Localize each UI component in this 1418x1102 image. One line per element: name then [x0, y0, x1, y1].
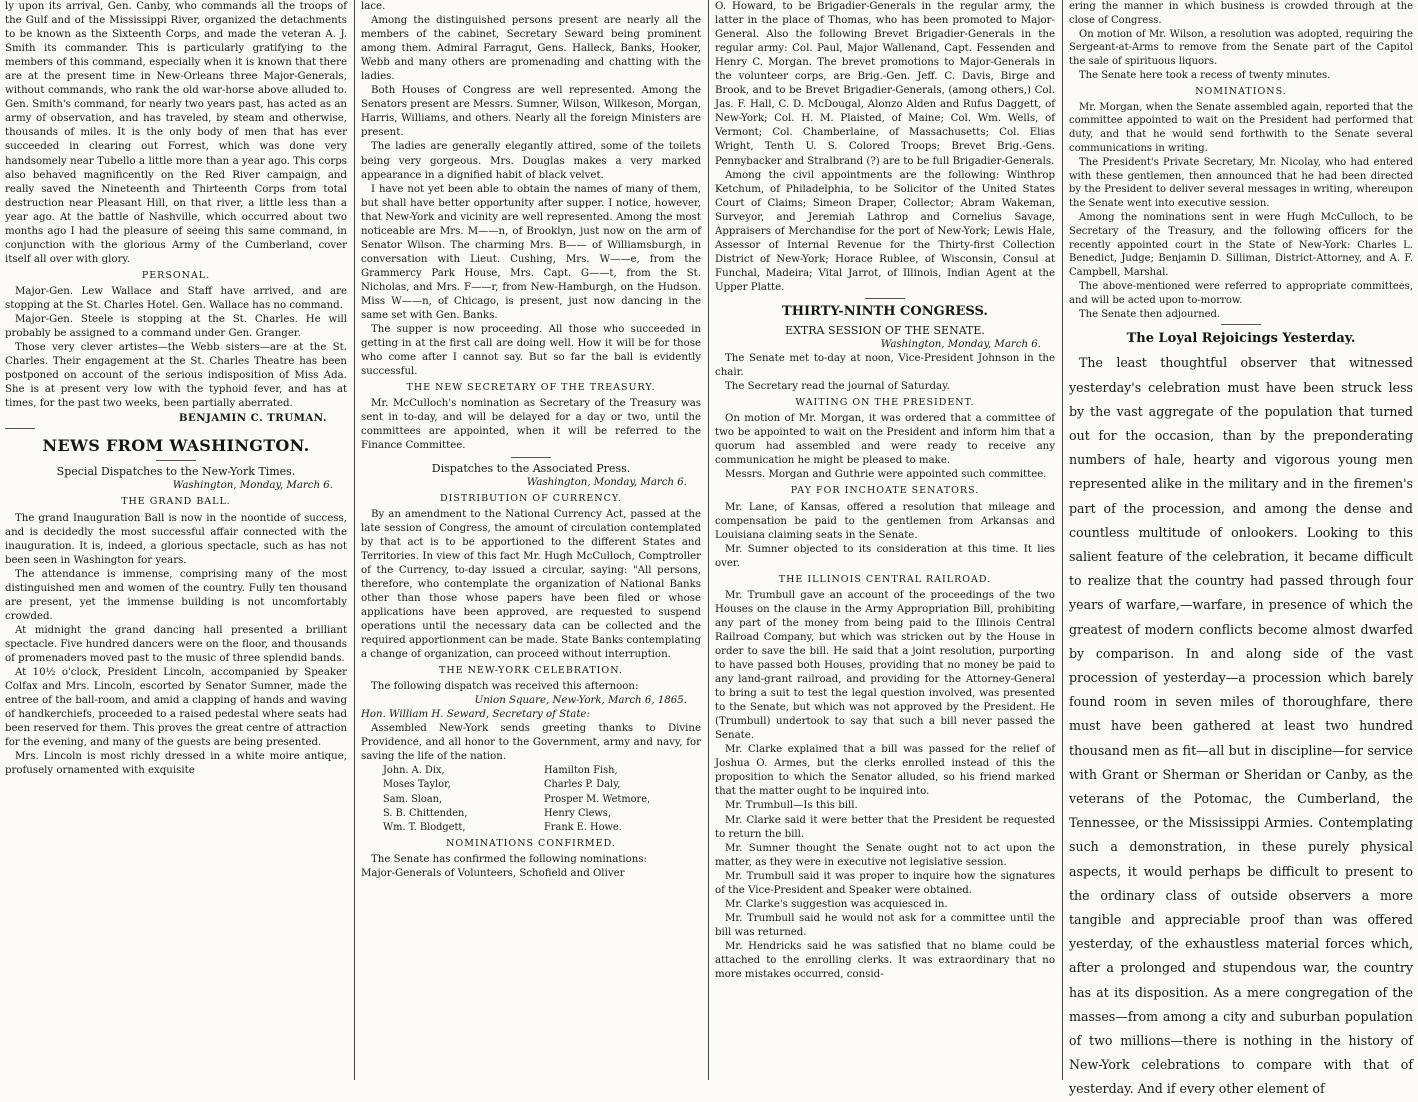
article-paragraph: The grand Inauguration Ball is now in the noontide of success, and is decidedly the most successful affair connected with the inauguration. It is, indeed, a glorious spectacle, such as has not been seen in Washington for years. — [5, 512, 347, 566]
article-paragraph: ly upon its arrival, Gen. Canby, who commands all the troops of the Gulf and of the Mississippi River, organized the detachments to be known as the Sixteenth Corps, and made the veteran A. J. Smith its commander. This is particularly gratifying to the members of this command, especially when it is known that there are at the present time in New-Orleans three Major-Generals, without commands, who rank the old war-horse above alluded to. Gen. Smith's command, for nearly two years past, has acted as an army of observation, and has traveled, by steam and otherwise, thousands of miles. It is the only body of men that has ever succeeded in clearing out Forrest, which was done very handsomely near Tubello a little more than a year ago. This corps also behaved magnificently on the Red River campaign, and really saved the Nineteenth and Thirteenth Corps from total destruction near Pleasant Hill, on that river, a little less than a year ago. At the battle of Nashville, which occurred about two months ago I had the pleasure of seeing this same command, in conjunction with the glorious Army of the Cumberland, cover itself all over with glory. — [5, 1, 347, 265]
article-paragraph: Mr. Hendricks said he was satisfied that no blame could be attached to the enrolling clerks. It was extraordinary that no more mistakes occurred, consid- — [715, 940, 1055, 981]
divider — [1221, 324, 1261, 325]
article-paragraph: The ladies are generally elegantly attired, some of the toilets being very gorgeous. Mrs. Douglas makes a very marked appearance in a dignified habit of black velvet. — [361, 141, 701, 181]
divider — [156, 460, 196, 461]
article-paragraph: Assembled New-York sends greeting thanks to Divine Providence, and all honor to the Government, army and navy, for saving the life of the nation. — [361, 723, 701, 763]
article-paragraph: Among the nominations sent in were Hugh McCulloch, to be Secretary of the Treasury, and the following officers for the recently appointed court in the State of New-York: Charles L. Benedict, Judge; Benjamin D. Silliman, District-Attorney, and A. F. Campbell, Marshal. — [1069, 211, 1413, 279]
column-1 — [0, 0, 352, 1080]
subheading-associated-press: Dispatches to the Associated Press. — [431, 461, 631, 475]
article-paragraph: The least thoughtful observer that witnessed yesterday's celebration must have been struck less by the vast aggregate of the population that turned out for the occasion, than by the preponderating numbers of hale, hearty and vigorous young men represented alike in the military and in the firemen's part of the procession, and among the dense and countless multitude of onlookers. Looking to this salient feature of the celebration, it became difficult to realize that the country had passed through four years of warfare,—warfare, in presence of which the greatest of modern conflicts become almost dwarfed by comparison. In and along side of the vast procession of yesterday—a procession which barely found room in seven miles of thoroughfare, there must have been gathered at least two hundred thousand men as fit—all but in discipline—for service with Grant or Sherman or Sheridan or Canby, as the veterans of the Potomac, the Cumberland, the Tennessee, or the Mississippi Armies. Contemplating such a demonstration, in these purely physical aspects, it would perhaps be difficult to present to the ordinary class of outside observers a more tangible and appreciable proof than was offered yesterday, of the exhaustless material forces which, after a prolonged and stupendous war, the country has at its disposition. As a mere congregation of the masses—from among a city and suburban population of two millions—there is nothing in the history of New-York celebrations to compare with that of yesterday. And if every other element of — [1069, 355, 1413, 1097]
column-4 — [1064, 0, 1418, 1097]
signatory-name: Henry Clews, — [544, 807, 611, 819]
article-paragraph: Major-Gen. Steele is stopping at the St. Charles. He will probably be assigned to a command under Gen. Granger. — [5, 314, 347, 340]
signatory-name: Sam. Sloan, — [383, 793, 443, 805]
article-paragraph: At midnight the grand dancing hall presented a brilliant spectacle. Five hundred dancers were on the floor, and thousands of promenaders moved past to the music of three splendid bands. — [5, 624, 347, 664]
signatory-name: S. B. Chittenden, — [383, 807, 468, 819]
dateline: Washington, Monday, March 6. — [172, 480, 333, 492]
column-rule — [354, 0, 355, 1080]
article-paragraph: Among the civil appointments are the following: Winthrop Ketchum, of Philadelphia, to be Solicitor of the United States Court of Claims; Simeon Draper, Collector; Abram Wakeman, Surveyor, and Jeremiah Lathrop and Cornelius Savage, Appraisers of Merchandise for the port of New-York; Lewis Hale, Assessor of Internal Revenue for the Thirty-first Collection District of New-York; Horace Rublee, of Wisconsin, Consul at Funchal, Madeira; Vital Jarrot, of Illinois, Indian Agent at the Upper Platte. — [715, 169, 1055, 293]
divider — [5, 428, 35, 429]
article-paragraph: The President's Private Secretary, Mr. Nicolay, who had entered with these gentlemen, then announced that he had been directed by the President to deliver several messages in writing, whereupon the Senate went into executive session. — [1069, 156, 1413, 210]
article-paragraph: The Senate here took a recess of twenty minutes. — [1079, 69, 1331, 81]
article-paragraph: ering the manner in which business is crowded through at the close of Congress. — [1069, 1, 1413, 26]
signatory-name: Frank E. Howe. — [544, 821, 622, 833]
article-paragraph: The Secretary read the journal of Saturday. — [725, 381, 950, 393]
column-rule — [1062, 0, 1063, 1080]
section-heading-nominations: NOMINATIONS. — [1195, 85, 1287, 97]
article-paragraph: Messrs. Morgan and Guthrie were appointed such committee. — [725, 469, 1047, 481]
column-3 — [710, 0, 1060, 1080]
column-2 — [356, 0, 706, 1080]
article-paragraph: Mr. Lane, of Kansas, offered a resolution that mileage and compensation be paid to the gentlemen from Arkansas and Louisiana claiming seats in the Senate. — [715, 501, 1055, 541]
section-heading-ny-celebration: THE NEW-YORK CELEBRATION. — [439, 665, 623, 677]
article-paragraph: On motion of Mr. Wilson, a resolution was adopted, requiring the Sergeant-at-Arms to remove from the Senate part of the Capitol the sale of spirituous liquors. — [1069, 28, 1413, 68]
article-paragraph: The Senate then adjourned. — [1079, 308, 1221, 320]
column-rule — [708, 0, 709, 1080]
telegram-addressee: Hon. William H. Seward, Secretary of State: — [361, 709, 590, 721]
divider — [865, 298, 905, 299]
article-paragraph: O. Howard, to be Brigadier-Generals in the regular army, the latter in the place of Thomas, who has been promoted to Major-General. Also the following Brevet Brigadier-Generals in the regular army: Col. Paul, Major Wallenand, Capt. Fessenden and Henry C. Morgan. The brevet promotions to Major-Generals in the volunteer corps, are Brig.-Gen. Jeff. C. Davis, Birge and Brook, and to be Brevet Brigadier-Generals, (among others,) Col. Jas. F. Hall, C. D. McDougal, Alonzo Alden and Rufus Daggett, of New-York; Col. H. M. Plaisted, of Maine; Col. Wm. Wells, of Vermont; Col. Chamberlaine, of Massachusetts; Col. Elias Wright, Tenth U. S. Colored Troops; Brevet Brig.-Gens. Pennybacker and Stralbrand (?) are to be full Brigadier-Generals. — [715, 1, 1055, 167]
article-paragraph: Mr. Clarke explained that a bill was passed for the relief of Joshua O. Armes, but the clerks enrolled instead of this the proposition to which the Senator alluded, so his friend marked that the matter ought to be inquired into. — [715, 744, 1055, 798]
article-paragraph: On motion of Mr. Morgan, it was ordered that a committee of two be appointed to wait on the President and inform him that a quorum had assembled and were ready to receive any communication he might be pleased to make. — [715, 413, 1055, 467]
signatory-name: Moses Taylor, — [383, 779, 451, 791]
signatory-name: Charles P. Daly, — [544, 779, 621, 791]
article-paragraph: The Senate met to-day at noon, Vice-President Johnson in the chair. — [715, 353, 1055, 379]
signatory-list — [361, 764, 701, 834]
signatory-name: Wm. T. Blodgett, — [383, 821, 466, 833]
dateline: Washington, Monday, March 6. — [526, 476, 687, 488]
article-paragraph: At 10½ o'clock, President Lincoln, accompanied by Speaker Colfax and Mrs. Lincoln, escorted by Senator Sumner, made the entree of the ball-room, and amid a clapping of hands and waving of handkerchiefs, proceeded to a raised pedestal where seats had been reserved for them. This proves the great centre of attraction for the evening, and many of the guests are being presented. — [5, 667, 348, 749]
headline-thirty-ninth-congress: THIRTY-NINTH CONGRESS. — [782, 303, 988, 319]
telegram-dateline: Union Square, New-York, March 6, 1865. — [474, 695, 687, 707]
subheading-extra-session: EXTRA SESSION OF THE SENATE. — [785, 323, 985, 337]
article-paragraph: lace. — [361, 1, 386, 12]
article-paragraph: Mr. Clarke said it were better that the President be requested to return the bill. — [715, 814, 1055, 840]
article-paragraph: Mr. Sumner objected to its consideration at this time. It lies over. — [715, 543, 1055, 569]
article-paragraph: Mr. McCulloch's nomination as Secretary of the Treasury was sent in to-day, and will be delayed for a day or two, until the committees are appointed, when it will be referred to the Finance Committee. — [361, 398, 701, 452]
section-heading-railroad: THE ILLINOIS CENTRAL RAILROAD. — [778, 573, 992, 585]
article-paragraph: Major-Generals of Volunteers, Schofield and Oliver — [361, 867, 625, 879]
article-paragraph: Mr. Trumbull said he would not ask for a committee until the bill was returned. — [715, 912, 1055, 938]
dateline: Washington, Monday, March 6. — [880, 338, 1041, 350]
article-paragraph: Major-Gen. Lew Wallace and Staff have arrived, and are stopping at the St. Charles Hotel. Gen. Wallace has no command. — [5, 285, 347, 311]
article-paragraph: Mr. Sumner thought the Senate ought not to act upon the matter, as they were in executive not legislative session. — [715, 842, 1055, 868]
section-heading-treasury: THE NEW SECRETARY OF THE TREASURY. — [406, 382, 656, 394]
byline-signature: BENJAMIN C. TRUMAN. — [178, 412, 327, 425]
section-heading-pay: PAY FOR INCHOATE SENATORS. — [790, 485, 980, 497]
senate-continuation — [1069, 0, 1413, 321]
divider — [511, 457, 551, 458]
article-paragraph: Mr. Trumbull—Is this bill. — [725, 800, 858, 812]
section-heading-waiting: WAITING ON THE PRESIDENT. — [795, 397, 975, 409]
article-paragraph: By an amendment to the National Currency Act, passed at the late session of Congress, the amount of circulation contemplated by that act is to be apportioned to the different States and Territories. In view of this fact Mr. Hugh McCulloch, Comptroller of the Currency, to-day issued a circular, saying: "All persons, therefore, who contemplate the organization of National Banks other than those whose papers have been filed or whose applications have been approved, are requested to suspend operations until the necessary data can be collected and the required apportionment can be made. State Banks contemplating a change of organization, can proceed without interruption. — [361, 508, 701, 661]
article-paragraph: Mr. Clarke's suggestion was acquiesced in. — [725, 898, 948, 910]
article-paragraph: I have not yet been able to obtain the names of many of them, but shall have better opportunity after supper. I notice, however, that New-York and vicinity are well represented. Among the most noticeable are Mrs. M——n, of Brooklyn, just now on the arm of Senator Wilson. The charming Mrs. B—— of Williamsburgh, in conversation with Lieut. Cushing, Mrs. W——e, from the Grammercy Park House, Mrs. Capt. G——t, from the St. Nicholas, and Mrs. F——r, from New-Hamburgh, on the Hudson. Miss W——n, of Chicago, is present, just now dancing in the same set with Gen. Banks. — [361, 183, 701, 322]
article-paragraph: The following dispatch was received this afternoon: — [371, 681, 639, 693]
headline-loyal-rejoicings: The Loyal Rejoicings Yesterday. — [1126, 331, 1356, 347]
headline-news-from-washington: NEWS FROM WASHINGTON. — [42, 436, 310, 456]
article-paragraph: Those very clever artistes—the Webb sisters—are at the St. Charles. Their engagement at the St. Charles Theatre has been postponed on account of the serious indisposition of Miss Ada. She is at present very low with the typhoid fever, and has at times, for the past two weeks, been partially aberrated. — [5, 342, 347, 410]
article-paragraph: Mr. Trumbull said it was proper to inquire how the signatures of the Vice-President and Speaker were obtained. — [715, 870, 1055, 896]
article-paragraph: Mrs. Lincoln is most richly dressed in a white moire antique, profusely ornamented with exquisite — [5, 751, 347, 777]
section-heading-personal: PERSONAL. — [141, 269, 211, 281]
article-paragraph: Among the distinguished persons present are nearly all the members of the cabinet, Secretary Seward being prominent among them. Admiral Farragut, Gens. Halleck, Banks, Hooker, Webb and many others are promenading and chatting with the ladies. — [361, 15, 701, 83]
signatory-name: Hamilton Fish, — [544, 765, 618, 777]
signatory-name: Prosper M. Wetmore, — [544, 793, 651, 805]
article-paragraph: The above-mentioned were referred to appropriate committees, and will be acted upon to-morrow. — [1069, 280, 1413, 306]
section-heading-currency: DISTRIBUTION OF CURRENCY. — [440, 492, 622, 504]
article-paragraph: Mr. Trumbull gave an account of the proceedings of the two Houses on the clause in the Army Appropriation Bill, prohibiting any part of the money from being paid to the Illinois Central Railroad Company, but which was stricken out by the House in order to save the bill. He said that a joint resolution, purporting to have passed both Houses, providing that no money be paid to any land-grant railroad, and providing for the Attorney-General to bring a suit to test the legal question involved, was presented to the Senate, but which was not approved by the President. He (Trumbull) undertook to say that such a bill never passed the Senate. — [715, 589, 1055, 742]
article-paragraph: The supper is now proceeding. All those who succeeded in getting in at the first call are doing well. How it will be for those who come after I cannot say. But so far the ball is evidently successful. — [361, 324, 701, 378]
article-paragraph: Both Houses of Congress are well represented. Among the Senators present are Messrs. Sumner, Wilson, Wilkeson, Morgan, Harris, Williams, and others. Nearly all the foreign Ministers are present. — [361, 85, 701, 139]
article-paragraph: Mr. Morgan, when the Senate assembled again, reported that the committee appointed to wait on the President had performed that duty, and that he would send forthwith to the Senate several communications in writing. — [1069, 101, 1413, 154]
section-heading-nominations-confirmed: NOMINATIONS CONFIRMED. — [446, 837, 616, 849]
subheading-special-dispatches: Special Dispatches to the New-York Times. — [56, 465, 296, 479]
article-paragraph: The attendance is immense, comprising many of the most distinguished men and women of the country. Fully ten thousand are present, yet the immense building is not uncomfortably crowded. — [5, 568, 347, 622]
article-paragraph: The Senate has confirmed the following nominations: — [371, 853, 647, 865]
signatory-name: John. A. Dix, — [383, 765, 445, 777]
section-heading-grand-ball: THE GRAND BALL. — [121, 496, 231, 508]
